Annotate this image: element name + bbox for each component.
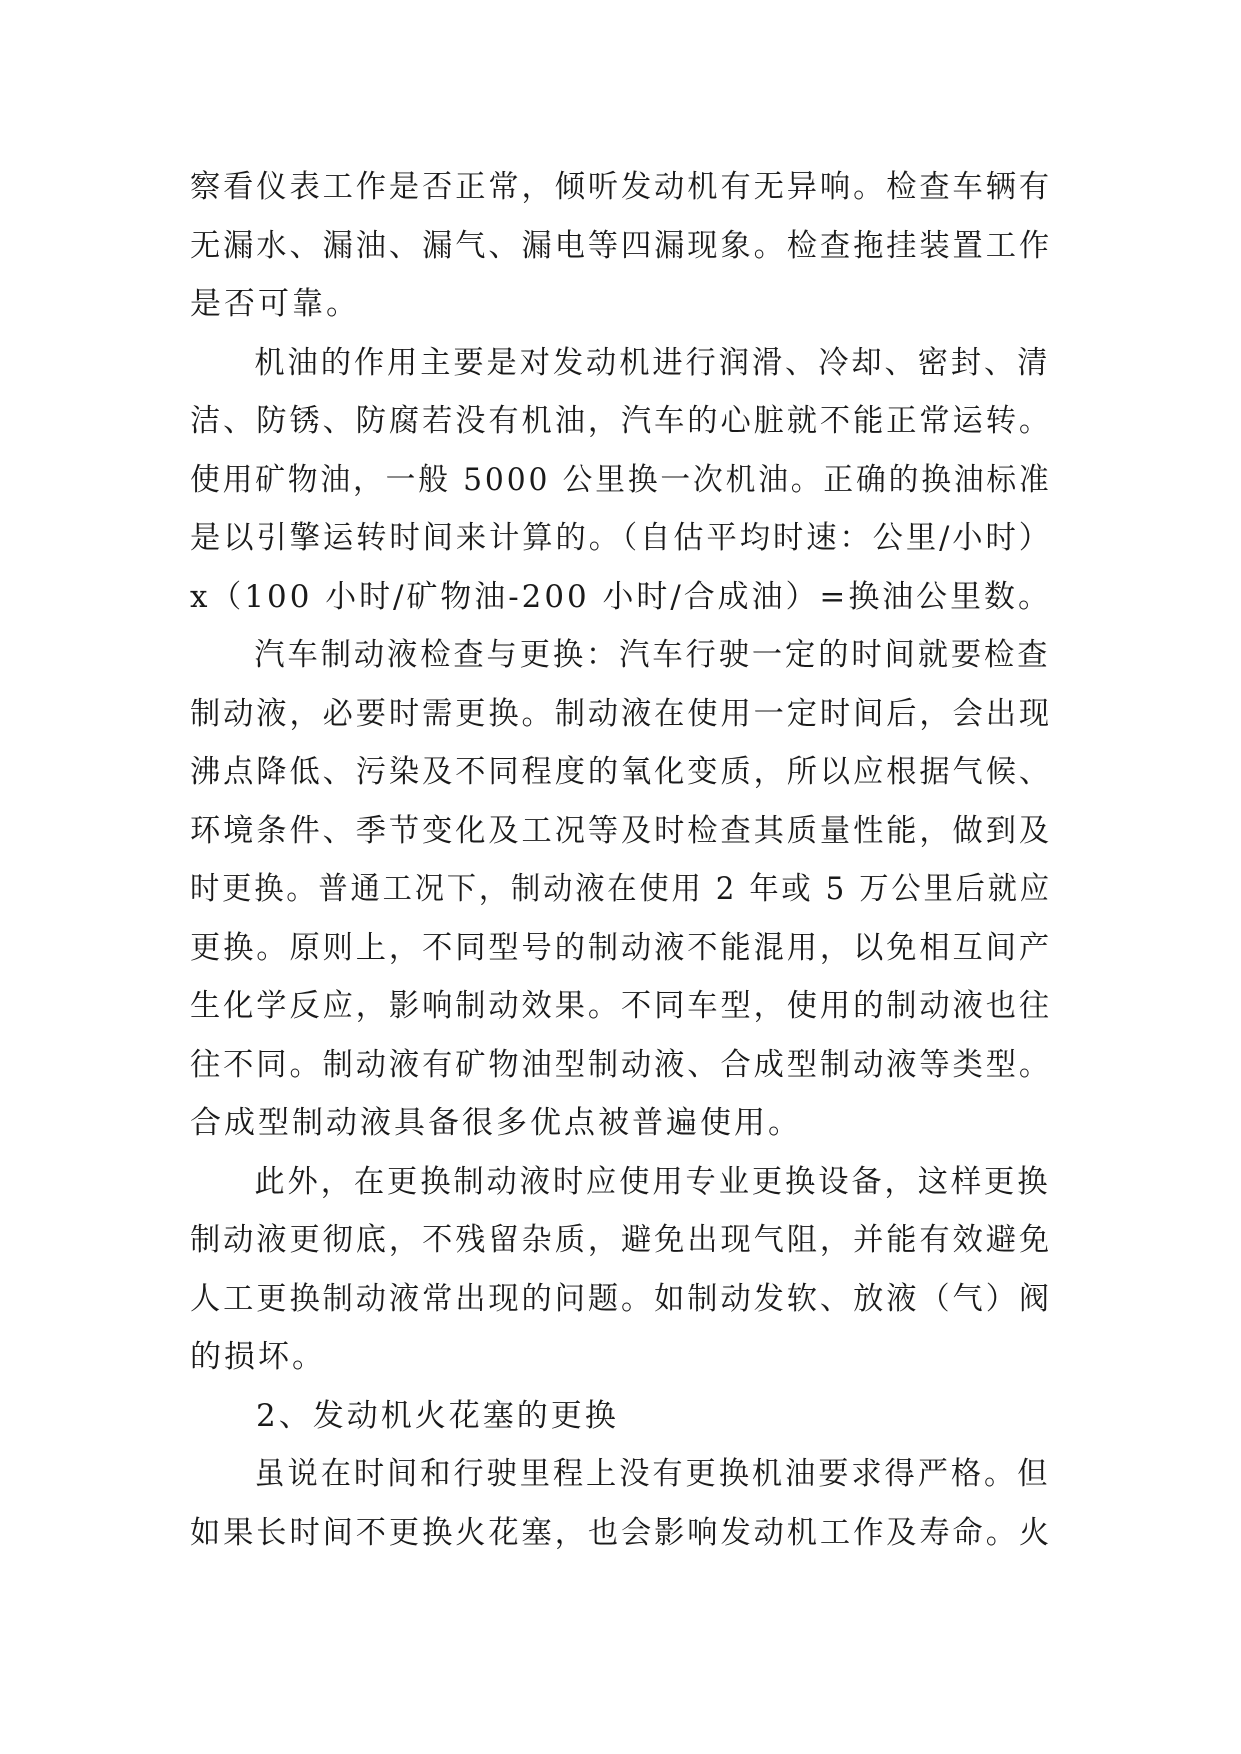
text-line: 是以引擎运转时间来计算的。（自估平均时速：公里/小时） — [190, 520, 1052, 556]
text-line: 制动液更彻底，不残留杂质，避免出现气阻，并能有效避免 — [190, 1222, 1052, 1258]
text-line: 察看仪表工作是否正常，倾听发动机有无异响。检查车辆有 — [190, 169, 1052, 205]
text-line: 人工更换制动液常出现的问题。如制动发软、放液（气）阀 — [190, 1280, 1052, 1317]
text-line: 沸点降低、污染及不同程度的氧化变质，所以应根据气候、 — [190, 754, 1052, 790]
text-line: 虽说在时间和行驶里程上没有更换机油要求得严格。但 — [254, 1456, 1051, 1492]
text-line: 如果长时间不更换火花塞，也会影响发动机工作及寿命。火 — [190, 1514, 1052, 1551]
text-line: 时更换。普通工况下，制动液在使用 2 年或 5 万公里后就应 — [190, 871, 1052, 907]
text-line: 是否可靠。 — [190, 286, 360, 322]
text-line: x（100 小时/矿物油-200 小时/合成油）=换油公里数。 — [190, 578, 1052, 615]
text-line: 合成型制动液具备很多优点被普遍使用。 — [190, 1105, 802, 1141]
text-line: 此外，在更换制动液时应使用专业更换设备，这样更换 — [254, 1163, 1051, 1200]
text-line: 的损坏。 — [190, 1339, 326, 1375]
text-line: 机油的作用主要是对发动机进行润滑、冷却、密封、清 — [254, 344, 1051, 381]
text-line: 生化学反应，影响制动效果。不同车型，使用的制动液也往 — [190, 988, 1052, 1024]
text-line: 环境条件、季节变化及工况等及时检查其质量性能，做到及 — [190, 812, 1052, 849]
text-line: 使用矿物油，一般 5000 公里换一次机油。正确的换油标准 — [190, 461, 1052, 498]
text-line: 2、发动机火花塞的更换 — [256, 1397, 619, 1434]
text-line: 往不同。制动液有矿物油型制动液、合成型制动液等类型。 — [190, 1046, 1052, 1083]
text-line: 无漏水、漏油、漏气、漏电等四漏现象。检查拖挂装置工作 — [190, 227, 1052, 264]
text-line: 更换。原则上，不同型号的制动液不能混用，以免相互间产 — [190, 929, 1052, 966]
text-line: 汽车制动液检查与更换：汽车行驶一定的时间就要检查 — [254, 637, 1051, 673]
text-line: 洁、防锈、防腐若没有机油，汽车的心脏就不能正常运转。 — [190, 403, 1052, 439]
body-text — [190, 158, 1052, 1562]
text-line: 制动液，必要时需更换。制动液在使用一定时间后，会出现 — [190, 695, 1052, 732]
